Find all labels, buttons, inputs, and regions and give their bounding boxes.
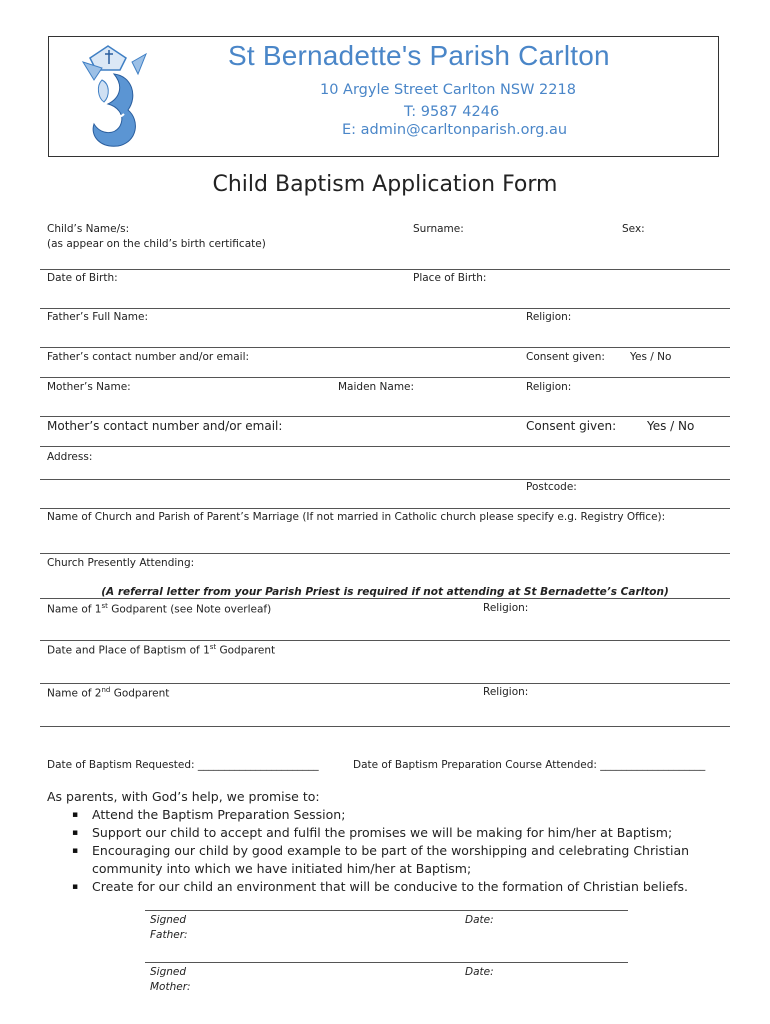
father-contact-line[interactable] xyxy=(40,377,730,378)
godparent1-baptism-line[interactable] xyxy=(40,683,730,684)
address-label: Address: xyxy=(47,451,93,463)
parish-logo-icon xyxy=(80,40,150,150)
mother-name-label: Mother’s Name: xyxy=(47,381,131,393)
parish-phone: T: 9587 4246 xyxy=(404,104,500,120)
baptism-requested-label[interactable]: Date of Baptism Requested: _______________________ xyxy=(47,759,319,771)
church-attending-line[interactable] xyxy=(40,598,730,599)
mother-religion-label: Religion: xyxy=(526,381,572,393)
father-religion-label: Religion: xyxy=(526,311,572,323)
surname-label: Surname: xyxy=(413,223,464,235)
godparent2-line[interactable] xyxy=(40,726,730,727)
father-signature-line[interactable] xyxy=(145,910,628,911)
mother-signature-label: Mother: xyxy=(150,981,191,993)
child-names-label: Child’s Name/s: xyxy=(47,223,130,235)
father-contact-label: Father’s contact number and/or email: xyxy=(47,351,250,363)
godparent1-label: Name of 1st Godparent (see Note overleaf) xyxy=(47,602,272,616)
parish-name: St Bernadette's Parish Carlton xyxy=(228,40,610,71)
mother-contact-label: Mother’s contact number and/or email: xyxy=(47,419,283,433)
father-name-line[interactable] xyxy=(40,347,730,348)
bullet-icon: ▪ xyxy=(72,828,79,838)
bullet-icon: ▪ xyxy=(72,846,79,856)
course-attended-label[interactable]: Date of Baptism Preparation Course Attended: ____________________ xyxy=(353,759,706,771)
maiden-name-label: Maiden Name: xyxy=(338,381,415,393)
child-names-note: (as appear on the child’s birth certificate) xyxy=(47,238,266,250)
mother-signature-line[interactable] xyxy=(145,962,628,963)
address-line[interactable] xyxy=(40,479,730,480)
signed-label: Signed xyxy=(150,914,187,926)
mother-consent-options[interactable]: Yes / No xyxy=(647,419,695,433)
marriage-label: Name of Church and Parish of Parent’s Marriage (If not married in Catholic church please specify e.g. Registry Office): xyxy=(47,511,666,523)
postcode-label: Postcode: xyxy=(526,481,577,493)
promise-item-continued: community into which we have initiated him/her at Baptism; xyxy=(92,861,472,876)
child-name-line[interactable] xyxy=(40,269,730,270)
parish-address: 10 Argyle Street Carlton NSW 2218 xyxy=(320,82,576,98)
promise-item: Create for our child an environment that will be conducive to the formation of Christian beliefs. xyxy=(92,879,689,894)
godparent1-line[interactable] xyxy=(40,640,730,641)
father-consent-label: Consent given: xyxy=(526,351,605,363)
pob-label: Place of Birth: xyxy=(413,272,487,284)
referral-note: (A referral letter from your Parish Priest is required if not attending at St Bernadette’s Carlton) xyxy=(101,586,669,598)
father-consent-options[interactable]: Yes / No xyxy=(630,351,672,363)
parish-email: E: admin@carltonparish.org.au xyxy=(342,122,568,138)
mother-date-label: Date: xyxy=(465,966,494,978)
mother-consent-label: Consent given: xyxy=(526,419,617,433)
signed-label: Signed xyxy=(150,966,187,978)
promise-item: Support our child to accept and fulfil the promises we will be making for him/her at Baptism; xyxy=(92,825,673,840)
dob-line[interactable] xyxy=(40,308,730,309)
father-signature-label: Father: xyxy=(150,929,188,941)
church-attending-label: Church Presently Attending: xyxy=(47,557,195,569)
bullet-icon: ▪ xyxy=(72,810,79,820)
godparent1-religion-label: Religion: xyxy=(483,602,529,614)
promise-item: Encouraging our child by good example to be part of the worshipping and celebrating Christian xyxy=(92,843,690,858)
godparent2-label: Name of 2nd Godparent xyxy=(47,686,170,700)
promises-intro: As parents, with God’s help, we promise to: xyxy=(47,789,320,804)
form-title: Child Baptism Application Form xyxy=(212,172,558,197)
mother-name-line[interactable] xyxy=(40,416,730,417)
bullet-icon: ▪ xyxy=(72,882,79,892)
sex-label: Sex: xyxy=(622,223,645,235)
dob-label: Date of Birth: xyxy=(47,272,118,284)
godparent2-religion-label: Religion: xyxy=(483,686,529,698)
father-name-label: Father’s Full Name: xyxy=(47,311,149,323)
godparent1-baptism-label: Date and Place of Baptism of 1st Godparent xyxy=(47,643,276,657)
father-date-label: Date: xyxy=(465,914,494,926)
postcode-line[interactable] xyxy=(40,508,730,509)
promise-item: Attend the Baptism Preparation Session; xyxy=(92,807,346,822)
mother-contact-line[interactable] xyxy=(40,446,730,447)
marriage-line[interactable] xyxy=(40,553,730,554)
